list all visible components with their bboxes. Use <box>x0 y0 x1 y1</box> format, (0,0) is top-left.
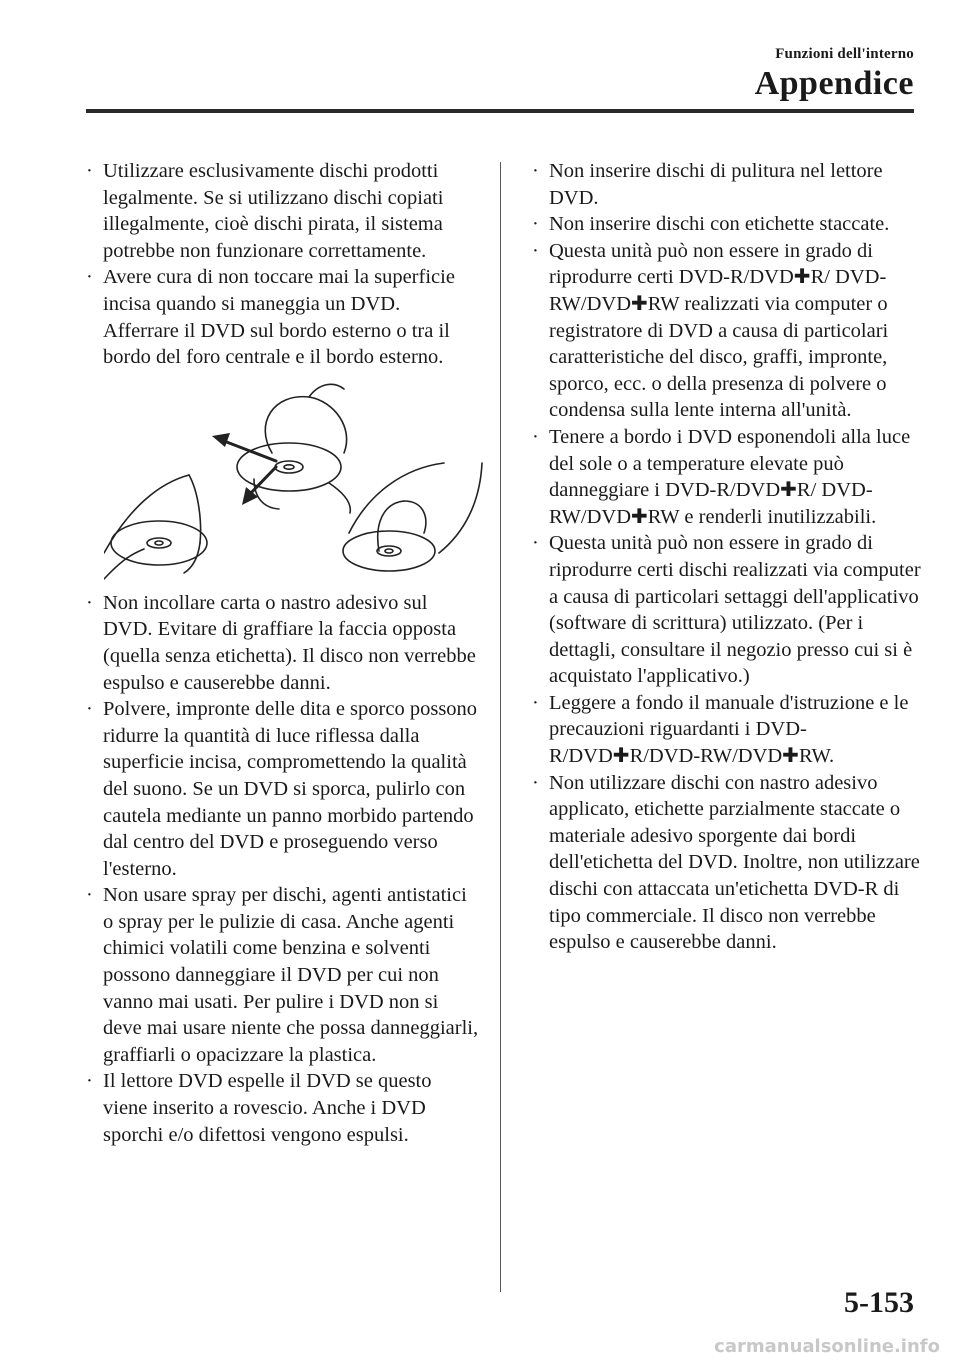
plus-icon: ✚ <box>782 743 799 768</box>
plus-icon: ✚ <box>631 503 648 528</box>
bullet: · <box>86 266 93 289</box>
list-item <box>530 530 922 690</box>
column-divider <box>500 162 501 1292</box>
list-item <box>84 696 480 882</box>
item-text: Il lettore DVD espelle il DVD se questo viene inserito a rovescio. Anche i DVD sporchi e/o difettosi vengono espulsi. <box>103 1070 432 1146</box>
list-item <box>84 1068 480 1148</box>
list-item <box>530 158 922 211</box>
bullet: · <box>86 591 93 614</box>
item-text: Non utilizzare dischi con nastro adesivo applicato, etichette parzialmente staccate o materiale adesivo sporgente dai bordi dell'etichetta del DVD. Inoltre, non utilizzare dischi con attaccata un'etichetta DVD-R di tipo commerciale. Il disco non verrebbe espulso e causerebbe danni. <box>549 771 920 954</box>
list-item <box>84 882 480 1068</box>
bullet: · <box>532 160 539 182</box>
section-title: Funzioni dell'interno <box>775 46 914 62</box>
item-text: Non inserire dischi con etichette staccate. <box>549 213 890 236</box>
item-text: Non inserire dischi di pulitura nel lettore DVD. <box>549 160 883 209</box>
page-header <box>755 46 914 103</box>
bullet: · <box>86 698 93 721</box>
list-item <box>84 264 480 370</box>
plus-icon: ✚ <box>631 290 648 315</box>
item-text: Tenere a bordo i DVD esponendoli alla luce del sole o a temperature elevate può danneggiare i DVD-R/DVD✚R/ DVD-RW/DVD✚RW e renderli inutilizzabili. <box>549 425 911 528</box>
plus-icon: ✚ <box>612 743 630 768</box>
bullet: · <box>86 884 93 907</box>
bullet: · <box>532 771 539 794</box>
item-text: Leggere a fondo il manuale d'istruzione e le precauzioni riguardanti i DVD-R/DVD✚R/DVD-RW/DVD✚RW. <box>549 691 909 768</box>
list-item <box>530 424 922 530</box>
list-item <box>530 238 922 424</box>
right-column <box>530 158 922 956</box>
list-item <box>84 590 480 696</box>
list-item <box>530 211 922 238</box>
plus-icon: ✚ <box>780 477 797 502</box>
chapter-title: Appendice <box>754 65 914 102</box>
item-text: Polvere, impronte delle dita e sporco possono ridurre la quantità di luce riflessa dalla superficie incisa, compromettendo la qualità del suono. Se un DVD si sporca, pulirlo con cautela mediante un panno morbido partendo dal centro del DVD e proseguendo verso l'esterno. <box>103 698 478 880</box>
item-text: Questa unità può non essere in grado di riprodurre certi dischi realizzati via computer a causa di particolari settaggi dell'applicativo (software di scrittura) utilizzato. (Per i dettagli, consultare il negozio presso cui si è acquistato l'applicativo.) <box>549 532 921 688</box>
item-text: Avere cura di non toccare mai la superficie incisa quando si maneggia un DVD. Afferrare il DVD sul bordo esterno o tra il bordo del foro centrale e il bordo esterno. <box>103 266 455 369</box>
item-text: Utilizzare esclusivamente dischi prodotti legalmente. Se si utilizzano dischi copiati illegalmente, cioè dischi pirata, il sistema potrebbe non funzionare correttamente. <box>103 160 444 262</box>
dvd-handling-illustration <box>104 383 484 581</box>
bullet: · <box>532 213 539 236</box>
bullet: · <box>86 160 93 182</box>
bullet: · <box>86 1070 93 1093</box>
plus-icon: ✚ <box>793 264 811 289</box>
item-text: Non incollare carta o nastro adesivo sul DVD. Evitare di graffiare la faccia opposta (quella senza etichetta). Il disco non verrebbe espulso e causerebbe danni. <box>103 591 476 694</box>
list-item <box>530 770 922 956</box>
item-text: Questa unità può non essere in grado di riprodurre certi DVD-R/DVD✚R/ DVD-RW/DVD✚RW realizzati via computer o registratore di DVD a causa di particolari caratteristiche del disco, graffi, impronte, sporco, ecc. o della presenza di polvere o condensa sulla lente interna all'unità. <box>549 239 889 422</box>
bullet: · <box>532 532 539 555</box>
page-number: 5-153 <box>844 1286 914 1319</box>
list-item <box>84 158 480 264</box>
bullet: · <box>532 691 539 714</box>
bullet: · <box>532 239 539 262</box>
left-column <box>84 158 480 1148</box>
item-text: Non usare spray per dischi, agenti antistatici o spray per le pulizie di casa. Anche agenti chimici volatili come benzina e solventi possono danneggiare il DVD per cui non vanno mai usati. Per pulire i DVD non si deve mai usare niente che possa danneggiarli, graffiarli o opacizzare la plastica. <box>103 884 479 1066</box>
footer-watermark[interactable]: carmanualsonline.info <box>714 1336 940 1357</box>
header-rule <box>86 109 914 113</box>
list-item <box>530 690 922 770</box>
bullet: · <box>532 425 539 448</box>
